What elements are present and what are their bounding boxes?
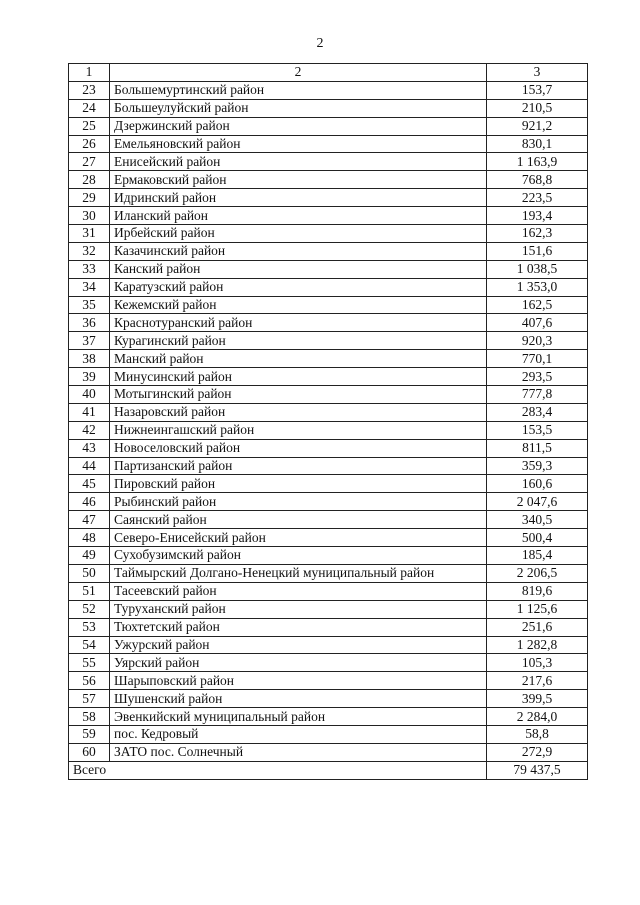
- row-amount: 920,3: [487, 332, 588, 350]
- table-row: [69, 403, 588, 421]
- row-amount: 1 282,8: [487, 636, 588, 654]
- row-district-name: Идринский район: [110, 189, 487, 207]
- table-row: [69, 690, 588, 708]
- row-district-name: Енисейский район: [110, 153, 487, 171]
- total-amount: 79 437,5: [487, 761, 588, 779]
- row-number: 52: [69, 600, 110, 618]
- row-district-name: Саянский район: [110, 511, 487, 529]
- row-district-name: Большемуртинский район: [110, 81, 487, 99]
- row-amount: 830,1: [487, 135, 588, 153]
- row-number: 29: [69, 189, 110, 207]
- row-district-name: пос. Кедровый: [110, 725, 487, 743]
- table-row: [69, 153, 588, 171]
- row-amount: 770,1: [487, 350, 588, 368]
- row-district-name: Рыбинский район: [110, 493, 487, 511]
- row-district-name: Сухобузимский район: [110, 547, 487, 565]
- table-row: [69, 511, 588, 529]
- row-amount: 153,7: [487, 81, 588, 99]
- table-row: [69, 636, 588, 654]
- table-row: [69, 708, 588, 726]
- row-number: 53: [69, 618, 110, 636]
- table-row: [69, 672, 588, 690]
- row-district-name: Таймырский Долгано-Ненецкий муниципальный район: [110, 564, 487, 582]
- row-number: 36: [69, 314, 110, 332]
- row-number: 24: [69, 99, 110, 117]
- row-district-name: Каратузский район: [110, 278, 487, 296]
- row-number: 34: [69, 278, 110, 296]
- table-row: [69, 457, 588, 475]
- row-district-name: Дзержинский район: [110, 117, 487, 135]
- table-row: [69, 600, 588, 618]
- row-number: 28: [69, 171, 110, 189]
- row-number: 30: [69, 207, 110, 225]
- table-row: [69, 260, 588, 278]
- table-row: [69, 171, 588, 189]
- table-row: [69, 475, 588, 493]
- row-number: 35: [69, 296, 110, 314]
- page-number: 2: [316, 36, 324, 51]
- row-number: 60: [69, 743, 110, 761]
- table-row: [69, 547, 588, 565]
- row-amount: 162,5: [487, 296, 588, 314]
- row-number: 47: [69, 511, 110, 529]
- row-district-name: Ермаковский район: [110, 171, 487, 189]
- row-amount: 1 163,9: [487, 153, 588, 171]
- table-row: [69, 368, 588, 386]
- row-number: 38: [69, 350, 110, 368]
- row-number: 23: [69, 81, 110, 99]
- row-number: 55: [69, 654, 110, 672]
- row-number: 44: [69, 457, 110, 475]
- row-district-name: Новоселовский район: [110, 439, 487, 457]
- row-district-name: Иланский район: [110, 207, 487, 225]
- row-amount: 251,6: [487, 618, 588, 636]
- row-number: 49: [69, 547, 110, 565]
- row-district-name: Краснотуранский район: [110, 314, 487, 332]
- row-number: 57: [69, 690, 110, 708]
- row-district-name: Ужурский район: [110, 636, 487, 654]
- table-row: [69, 529, 588, 547]
- row-number: 48: [69, 529, 110, 547]
- row-district-name: Тюхтетский район: [110, 618, 487, 636]
- row-number: 26: [69, 135, 110, 153]
- row-amount: 105,3: [487, 654, 588, 672]
- total-label: Всего: [69, 761, 487, 779]
- row-district-name: Казачинский район: [110, 242, 487, 260]
- row-number: 33: [69, 260, 110, 278]
- row-amount: 162,3: [487, 225, 588, 243]
- row-number: 54: [69, 636, 110, 654]
- row-amount: 2 047,6: [487, 493, 588, 511]
- row-number: 42: [69, 421, 110, 439]
- total-row: [69, 761, 588, 779]
- row-number: 32: [69, 242, 110, 260]
- table-row: [69, 278, 588, 296]
- row-amount: 407,6: [487, 314, 588, 332]
- row-amount: 819,6: [487, 582, 588, 600]
- row-district-name: Минусинский район: [110, 368, 487, 386]
- row-amount: 151,6: [487, 242, 588, 260]
- row-district-name: Емельяновский район: [110, 135, 487, 153]
- table-row: [69, 314, 588, 332]
- row-amount: 217,6: [487, 672, 588, 690]
- header-number-column: 1: [69, 64, 110, 82]
- row-amount: 272,9: [487, 743, 588, 761]
- row-amount: 160,6: [487, 475, 588, 493]
- row-number: 46: [69, 493, 110, 511]
- row-amount: 500,4: [487, 529, 588, 547]
- table-row: [69, 386, 588, 404]
- row-number: 40: [69, 386, 110, 404]
- row-district-name: Кежемский район: [110, 296, 487, 314]
- table-header-row: [69, 64, 588, 82]
- row-amount: 210,5: [487, 99, 588, 117]
- row-number: 50: [69, 564, 110, 582]
- row-number: 27: [69, 153, 110, 171]
- table-row: [69, 99, 588, 117]
- row-amount: 1 038,5: [487, 260, 588, 278]
- row-amount: 185,4: [487, 547, 588, 565]
- row-district-name: Тасеевский район: [110, 582, 487, 600]
- table-row: [69, 117, 588, 135]
- row-number: 39: [69, 368, 110, 386]
- table-row: [69, 207, 588, 225]
- row-amount: 1 353,0: [487, 278, 588, 296]
- header-name-column: 2: [110, 64, 487, 82]
- row-number: 59: [69, 725, 110, 743]
- row-amount: 399,5: [487, 690, 588, 708]
- row-number: 41: [69, 403, 110, 421]
- table-row: [69, 350, 588, 368]
- row-number: 51: [69, 582, 110, 600]
- row-number: 58: [69, 708, 110, 726]
- row-amount: 359,3: [487, 457, 588, 475]
- allocation-table: [68, 63, 588, 780]
- row-number: 37: [69, 332, 110, 350]
- row-number: 45: [69, 475, 110, 493]
- header-value-column: 3: [487, 64, 588, 82]
- table-row: [69, 189, 588, 207]
- row-amount: 223,5: [487, 189, 588, 207]
- row-district-name: Шарыповский район: [110, 672, 487, 690]
- table-row: [69, 654, 588, 672]
- table-row: [69, 743, 588, 761]
- row-district-name: Партизанский район: [110, 457, 487, 475]
- table-row: [69, 725, 588, 743]
- row-district-name: Нижнеингашский район: [110, 421, 487, 439]
- row-district-name: Северо-Енисейский район: [110, 529, 487, 547]
- table-row: [69, 439, 588, 457]
- row-number: 25: [69, 117, 110, 135]
- row-district-name: Канский район: [110, 260, 487, 278]
- row-amount: 340,5: [487, 511, 588, 529]
- row-amount: 777,8: [487, 386, 588, 404]
- row-amount: 921,2: [487, 117, 588, 135]
- row-amount: 153,5: [487, 421, 588, 439]
- table-row: [69, 564, 588, 582]
- table-row: [69, 81, 588, 99]
- table-row: [69, 225, 588, 243]
- row-district-name: Пировский район: [110, 475, 487, 493]
- row-amount: 811,5: [487, 439, 588, 457]
- row-amount: 293,5: [487, 368, 588, 386]
- row-amount: 283,4: [487, 403, 588, 421]
- row-district-name: Эвенкийский муниципальный район: [110, 708, 487, 726]
- row-district-name: Манский район: [110, 350, 487, 368]
- table-row: [69, 135, 588, 153]
- row-amount: 58,8: [487, 725, 588, 743]
- row-district-name: Уярский район: [110, 654, 487, 672]
- table-row: [69, 242, 588, 260]
- row-district-name: ЗАТО пос. Солнечный: [110, 743, 487, 761]
- row-amount: 2 206,5: [487, 564, 588, 582]
- row-district-name: Назаровский район: [110, 403, 487, 421]
- table-row: [69, 421, 588, 439]
- table-row: [69, 582, 588, 600]
- table-row: [69, 618, 588, 636]
- row-amount: 1 125,6: [487, 600, 588, 618]
- row-district-name: Ирбейский район: [110, 225, 487, 243]
- row-number: 56: [69, 672, 110, 690]
- row-amount: 193,4: [487, 207, 588, 225]
- row-district-name: Туруханский район: [110, 600, 487, 618]
- row-district-name: Мотыгинский район: [110, 386, 487, 404]
- row-district-name: Курагинский район: [110, 332, 487, 350]
- row-amount: 768,8: [487, 171, 588, 189]
- row-number: 31: [69, 225, 110, 243]
- table-row: [69, 296, 588, 314]
- row-amount: 2 284,0: [487, 708, 588, 726]
- row-district-name: Шушенский район: [110, 690, 487, 708]
- table-body: [69, 64, 588, 780]
- table-row: [69, 493, 588, 511]
- table-row: [69, 332, 588, 350]
- row-number: 43: [69, 439, 110, 457]
- row-district-name: Большеулуйский район: [110, 99, 487, 117]
